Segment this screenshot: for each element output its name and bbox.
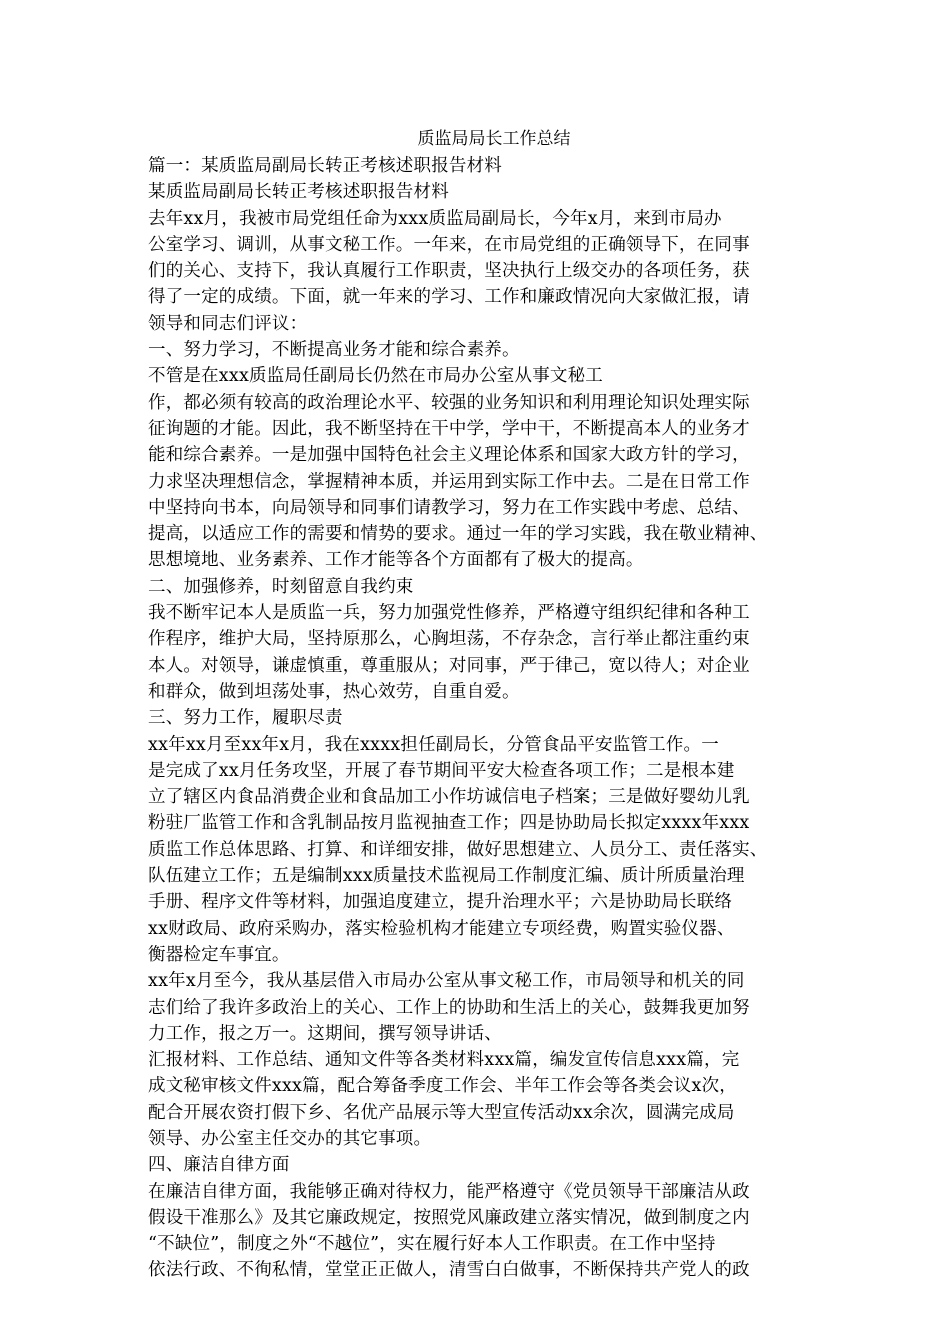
- text-line: 队伍建立工作；五是编制xxx质量技术监视局工作制度汇编、质计所质量治理: [148, 866, 745, 887]
- text-line: 手册、程序文件等材料，加强追度建立，提升治理水平；六是协助局长联络: [148, 892, 733, 913]
- text-line: 成文秘审核文件xxx篇，配合筹备季度工作会、半年工作会等各类会议x次，: [148, 1076, 737, 1097]
- text-line: 衡器检定车事宜。: [148, 944, 290, 965]
- text-line: 去年xx月，我被市局党组任命为xxx质监局副局长，今年x月，来到市局办: [148, 208, 722, 229]
- text-line: 力工作，报之万一。这期间，撰写领导讲话、: [148, 1023, 502, 1044]
- text-line: xx年xx月至xx年x月，我在xxxx担任副局长，分管食品平安监管工作。一: [148, 734, 719, 755]
- document-title: 质监局局长工作总结: [417, 129, 571, 149]
- text-line: 志们给了我许多政治上的关心、工作上的协助和生活上的关心，鼓舞我更加努: [148, 997, 750, 1018]
- text-line: 作程序，维护大局，坚持原那么，心胸坦荡，不存杂念，言行举止都注重约束: [148, 629, 750, 650]
- text-line: 能和综合素养。一是加强中国特色社会主义理论体系和国家大政方针的学习，: [148, 445, 750, 466]
- text-line: 我不断牢记本人是质监一兵，努力加强党性修养，严格遵守组织纪律和各种工: [148, 603, 750, 624]
- text-line: 质监工作总体思路、打算、和详细安排，做好思想建立、人员分工、责任落实、: [148, 839, 768, 860]
- text-line: 领导、办公室主任交办的其它事项。: [148, 1128, 432, 1149]
- text-line: 领导和同志们评议：: [148, 313, 308, 334]
- text-line: 一、努力学习，不断提高业务才能和综合素养。: [148, 340, 520, 361]
- text-line: 某质监局副局长转正考核述职报告材料: [148, 182, 449, 203]
- text-line: 不管是在xxx质监局任副局长仍然在市局办公室从事文秘工: [148, 366, 604, 387]
- text-line: 力求坚决理想信念，掌握精神本质，并运用到实际工作中去。二是在日常工作: [148, 471, 750, 492]
- text-line: xx财政局、政府采购办，落实检验机构才能建立专项经费，购置实验仪器、: [148, 918, 735, 939]
- text-line: 提高，以适应工作的需要和情势的要求。通过一年的学习实践，我在敬业精神、: [148, 524, 768, 545]
- text-line: 三、努力工作，履职尽责: [148, 708, 343, 729]
- text-line: 中坚持向书本，向局领导和同事们请教学习，努力在工作实践中考虑、总结、: [148, 497, 750, 518]
- text-line: 假设干准那么》及其它廉政规定，按照党风廉政建立落实情况，做到制度之内: [148, 1207, 750, 1228]
- document-page: [148, 126, 818, 1284]
- text-line: 作，都必须有较高的政治理论水平、较强的业务知识和利用理论知识处理实际: [148, 392, 750, 413]
- text-line: 和群众，做到坦荡处事，热心效劳，自重自爱。: [148, 681, 520, 702]
- text-line: 依法行政、不徇私情，堂堂正正做人，清雪白白做事，不断保持共产党人的政: [148, 1260, 750, 1281]
- text-line: 思想境地、业务素养、工作才能等各个方面都有了极大的提高。: [148, 550, 644, 571]
- text-line: 粉驻厂监管工作和含乳制品按月监视抽查工作；四是协助局长拟定xxxx年xxx: [148, 813, 750, 834]
- text-line: 配合开展农资打假下乡、名优产品展示等大型宣传活动xx余次，圆满完成局: [148, 1102, 735, 1123]
- text-line: 是完成了xx月任务攻坚，开展了春节期间平安大检查各项工作；二是根本建: [148, 760, 735, 781]
- text-line: 汇报材料、工作总结、通知文件等各类材料xxx篇，编发宣传信息xxx篇，完: [148, 1050, 740, 1071]
- text-line: 本人。对领导，谦虚慎重，尊重服从；对同事，严于律己，宽以待人；对企业: [148, 655, 750, 676]
- text-line: 公室学习、调训，从事文秘工作。一年来，在市局党组的正确领导下，在同事: [148, 234, 750, 255]
- text-line: 二、加强修养，时刻留意自我约束: [148, 576, 414, 597]
- text-line: 征询题的才能。因此，我不断坚持在干中学，学中干，不断提高本人的业务才: [148, 418, 750, 439]
- text-line: 四、廉洁自律方面: [148, 1155, 290, 1176]
- document-body: [148, 153, 818, 1284]
- text-line: 篇一：某质监局副局长转正考核述职报告材料: [148, 156, 502, 176]
- text-line: 们的关心、支持下，我认真履行工作职责，坚决执行上级交办的各项任务，获: [148, 261, 750, 282]
- text-line: 立了辖区内食品消费企业和食品加工小作坊诚信电子档案；三是做好婴幼儿乳: [148, 787, 750, 808]
- text-line: 在廉洁自律方面，我能够正确对待权力，能严格遵守《党员领导干部廉洁从政: [148, 1181, 750, 1202]
- text-line: “不缺位”，制度之外“不越位”，实在履行好本人工作职责。在工作中坚持: [148, 1234, 716, 1255]
- text-line: 得了一定的成绩。下面，就一年来的学习、工作和廉政情况向大家做汇报，请: [148, 287, 750, 308]
- text-line: xx年x月至今，我从基层借入市局办公室从事文秘工作，市局领导和机关的同: [148, 971, 745, 992]
